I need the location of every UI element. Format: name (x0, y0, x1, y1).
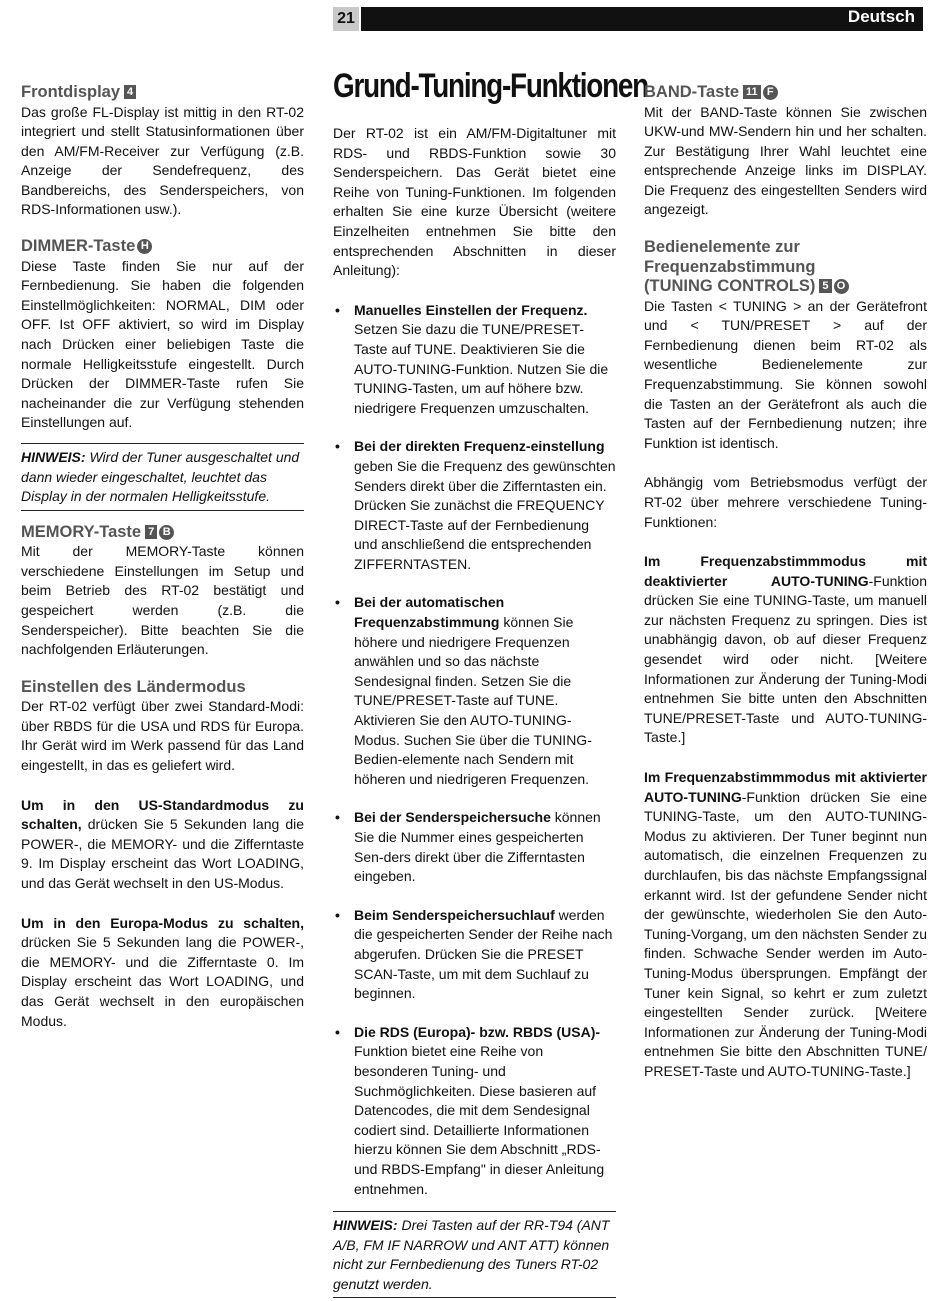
country-mode-heading: Einstellen des Ländermodus (21, 677, 246, 696)
us-mode-text: Um in den US-Standardmodus zu schalten, drücken Sie 5 Sekunden lang die POWER-, die MEMORY- und die Zifferntaste 9. Im Display erscheint das Wort LOADING, und das Gerät wechselt in den US-Modus. (21, 796, 304, 891)
tuning-controls-heading: Bedienelemente zur Frequenzabstimmung (TUNING CONTROLS) 5 O (644, 238, 927, 297)
memory-badge-number: 7 (145, 525, 157, 539)
note-label: HINWEIS: (333, 1217, 398, 1234)
dimmer-text: Diese Taste finden Sie nur auf der Fernbedienung. Sie haben die folgenden Einstellmöglichkeiten: NORMAL, DIM oder OFF. Ist OFF aktiviert, so wird im Display nach Drücken einer beliebigen Taste die normale Helligkeitsstufe eingestellt. Durch Drücken der DIMMER-Taste rufen Sie nacheinander die zur Verfügung stehenden Einstellungen auf. (21, 257, 304, 431)
frontdisplay-badge: 4 (124, 85, 136, 99)
memory-badge-letter: B (159, 525, 174, 540)
note-text: Drei Tasten auf der RR-T94 (ANT A/B, FM IF NARROW und ANT ATT) können nicht zur Fernbedienung des Tuners RT-02 genutzt werden. (333, 1217, 610, 1292)
middle-column (333, 66, 648, 1298)
list-item: • Bei der direkten Frequenz-einstellung geben Sie die Frequenz des gewünschten Senders direkt über die Zifferntasten ein. Drücken Sie zunächst die FREQUENCY DIRECT-Taste auf der Fernbedienung und anschließend die entsprechenden ZIFFERNTASTEN. (333, 437, 616, 574)
controls-badge-number: 5 (819, 279, 831, 293)
eu-mode-text: Um in den Europa-Modus zu schalten, drücken Sie 5 Sekunden lang die POWER-, die MEMORY- und die Zifferntaste 0. Im Display erscheint das Wort LOADING, und das Gerät wechselt in den europäischen Modus. (21, 914, 304, 1029)
band-text: Mit der BAND-Taste können Sie zwischen UKW-und MW-Sendern hin und her schalten. Zur Bestätigung Ihrer Wahl leuchtet eine entsprechende Anzeige links im DISPLAY. Die Frequenz des eingestellten Senders wird angezeigt. (644, 103, 927, 218)
band-heading: BAND-Taste 11 F (644, 83, 927, 103)
band-badge-letter: F (763, 85, 778, 100)
right-column (644, 83, 927, 1082)
frontdisplay-text: Das große FL-Display ist mittig in den RT-02 integriert und stellt Statusinformationen über den AM/FM-Receiver zur Verfügung (z.B. Anzeige der Sendefrequenz, des Bandbereichs, des Senderspeichers, von RDS-Informationen usw.). (21, 103, 304, 218)
modes-intro-text: Abhängig vom Betriebsmodus verfügt der RT-02 über mehrere verschiedene Tuning-Funktionen: (644, 474, 927, 530)
language-label: Deutsch (847, 7, 915, 26)
page-title: Grund-Tuning-Funktionen (333, 67, 648, 105)
frontdisplay-heading: Frontdisplay 4 (21, 83, 304, 103)
list-item: • Die RDS (Europa)- bzw. RBDS (USA)-Funktion bietet eine Reihe von besonderen Tuning- und Suchmöglichkeiten. Diese basieren auf Datencodes, die mit dem Sendesignal codiert sind. Detaillierte Informationen hierzu können Sie dem Abschnitt „RDS- und RBDS-Empfang" in dieser Anleitung entnehmen. (333, 1023, 616, 1199)
dimmer-heading: DIMMER-Taste H (21, 237, 304, 257)
tuning-controls-text: Die Tasten < TUNING > an der Gerätefront und < TUN/PRESET > auf der Fernbedienung dienen beim RT-02 als wesentliche Bedienelemente zur Frequenzabstimmung. Sie können sowohl die Tasten an der Gerätefront als auch die Tasten auf der Fernbedienung nutzen; ihre Funktion ist identisch. (644, 297, 927, 451)
memory-heading: MEMORY-Taste 7 B (21, 523, 304, 543)
note-text: Wird der Tuner ausgeschaltet und dann wieder eingeschaltet, leuchtet das Display in der normalen Helligkeitsstufe. (21, 448, 300, 505)
note-label: HINWEIS: (21, 448, 86, 465)
page-number: 21 (333, 7, 359, 31)
mode-on-text: Im Frequenzabstimmmodus mit aktivierter AUTO-TUNING-Funktion drücken Sie eine TUNING-Taste, um den AUTO-TUNING- Modus zu aktivieren. Der Tuner beginnt nun automatisch, die einzelnen Frequenzen zu durchlaufen, bis das nächste Empfangssignal erkannt wird. Ist der gefundene Sender nicht der gewünschte, wiederholen Sie den Auto-Tuning-Vorgang, um den nächsten Sender zu finden. Schwache Sender werden im Auto-Tuning-Modus übersprungen. Empfängt der Tuner kein Signal, so kehrt er zum zuletzt eingestellten Sender zurück. [Weitere Informationen zur Änderung der Tuning-Modi entnehmen Sie bitte den Abschnitten TUNE/ PRESET-Taste und AUTO-TUNING-Taste.] (644, 769, 927, 1079)
mode-off-text: Im Frequenzabstimmmodus mit deaktivierter AUTO-TUNING-Funktion drücken Sie eine TUNING-Taste, um manuell zur nächsten Frequenz zu springen. Dies ist unabhängig davon, ob auf dieser Frequenz gesendet wird oder nicht. [Weitere Informationen zur Änderung der Tuning-Modi entnehmen Sie bitte unten den Abschnitten TUNE/PRESET-Taste und AUTO-TUNING-Taste.] (644, 553, 927, 746)
controls-badge-letter: O (834, 279, 849, 294)
left-column (21, 83, 304, 1031)
memory-text: Mit der MEMORY-Taste können verschiedene Einstellungen im Setup und beim Betrieb des RT-02 bestätigt und gespeichert werden (z.B. die Senderspeicher). Bitte beachten Sie die nachfolgenden Erläuterungen. (21, 543, 304, 658)
list-item: • Bei der automatischen Frequenzabstimmung können Sie höhere und niedrigere Frequenzen anwählen und so das nächste Sendesignal finden. Setzen Sie die TUNE/PRESET-Taste auf TUNE. Aktivieren Sie den AUTO-TUNING-Modus. Suchen Sie über die TUNING-Bedien-elemente nach Sendern mit höheren und niedrigeren Frequenzen. (333, 593, 616, 789)
dimmer-badge: H (137, 239, 152, 254)
band-badge-number: 11 (743, 85, 761, 99)
intro-text: Der RT-02 ist ein AM/FM-Digitaltuner mit RDS- und RBDS-Funktion sowie 30 Senderspeichern. Das Gerät bietet eine Reihe von Tuning-Funktionen. Im folgenden erhalten Sie eine kurze Übersicht (weitere Einzelheiten entnehmen Sie bitte den entsprechenden Abschnitten in dieser Anleitung): (333, 125, 616, 279)
header-bar (361, 7, 923, 31)
note-box-left (21, 443, 304, 511)
note-box-middle (333, 1211, 616, 1298)
list-item: • Manuelles Einstellen der Frequenz. Setzen Sie dazu die TUNE/PRESET-Taste auf TUNE. Deaktivieren Sie die AUTO-TUNING-Funktion. Nutzen Sie die TUNING-Tasten, um auf höhere bzw. niedrigere Frequenzen umzuschalten. (333, 301, 616, 419)
list-item: • Beim Senderspeichersuchlauf werden die gespeicherten Sender der Reihe nach abgerufen. Drücken Sie die PRESET SCAN-Taste, um mit dem Suchlauf zu beginnen. (333, 906, 616, 1004)
country-mode-text: Der RT-02 verfügt über zwei Standard-Modi: über RBDS für die USA und RDS für Europa. Ihr Gerät wird im Werk passend für das Land eingestellt, in das es geliefert wird. (21, 698, 304, 774)
feature-list (333, 301, 616, 1199)
list-item: • Bei der Senderspeichersuche können Sie die Nummer eines gespeicherten Sen-ders direkt über die Zifferntasten eingeben. (333, 808, 616, 886)
